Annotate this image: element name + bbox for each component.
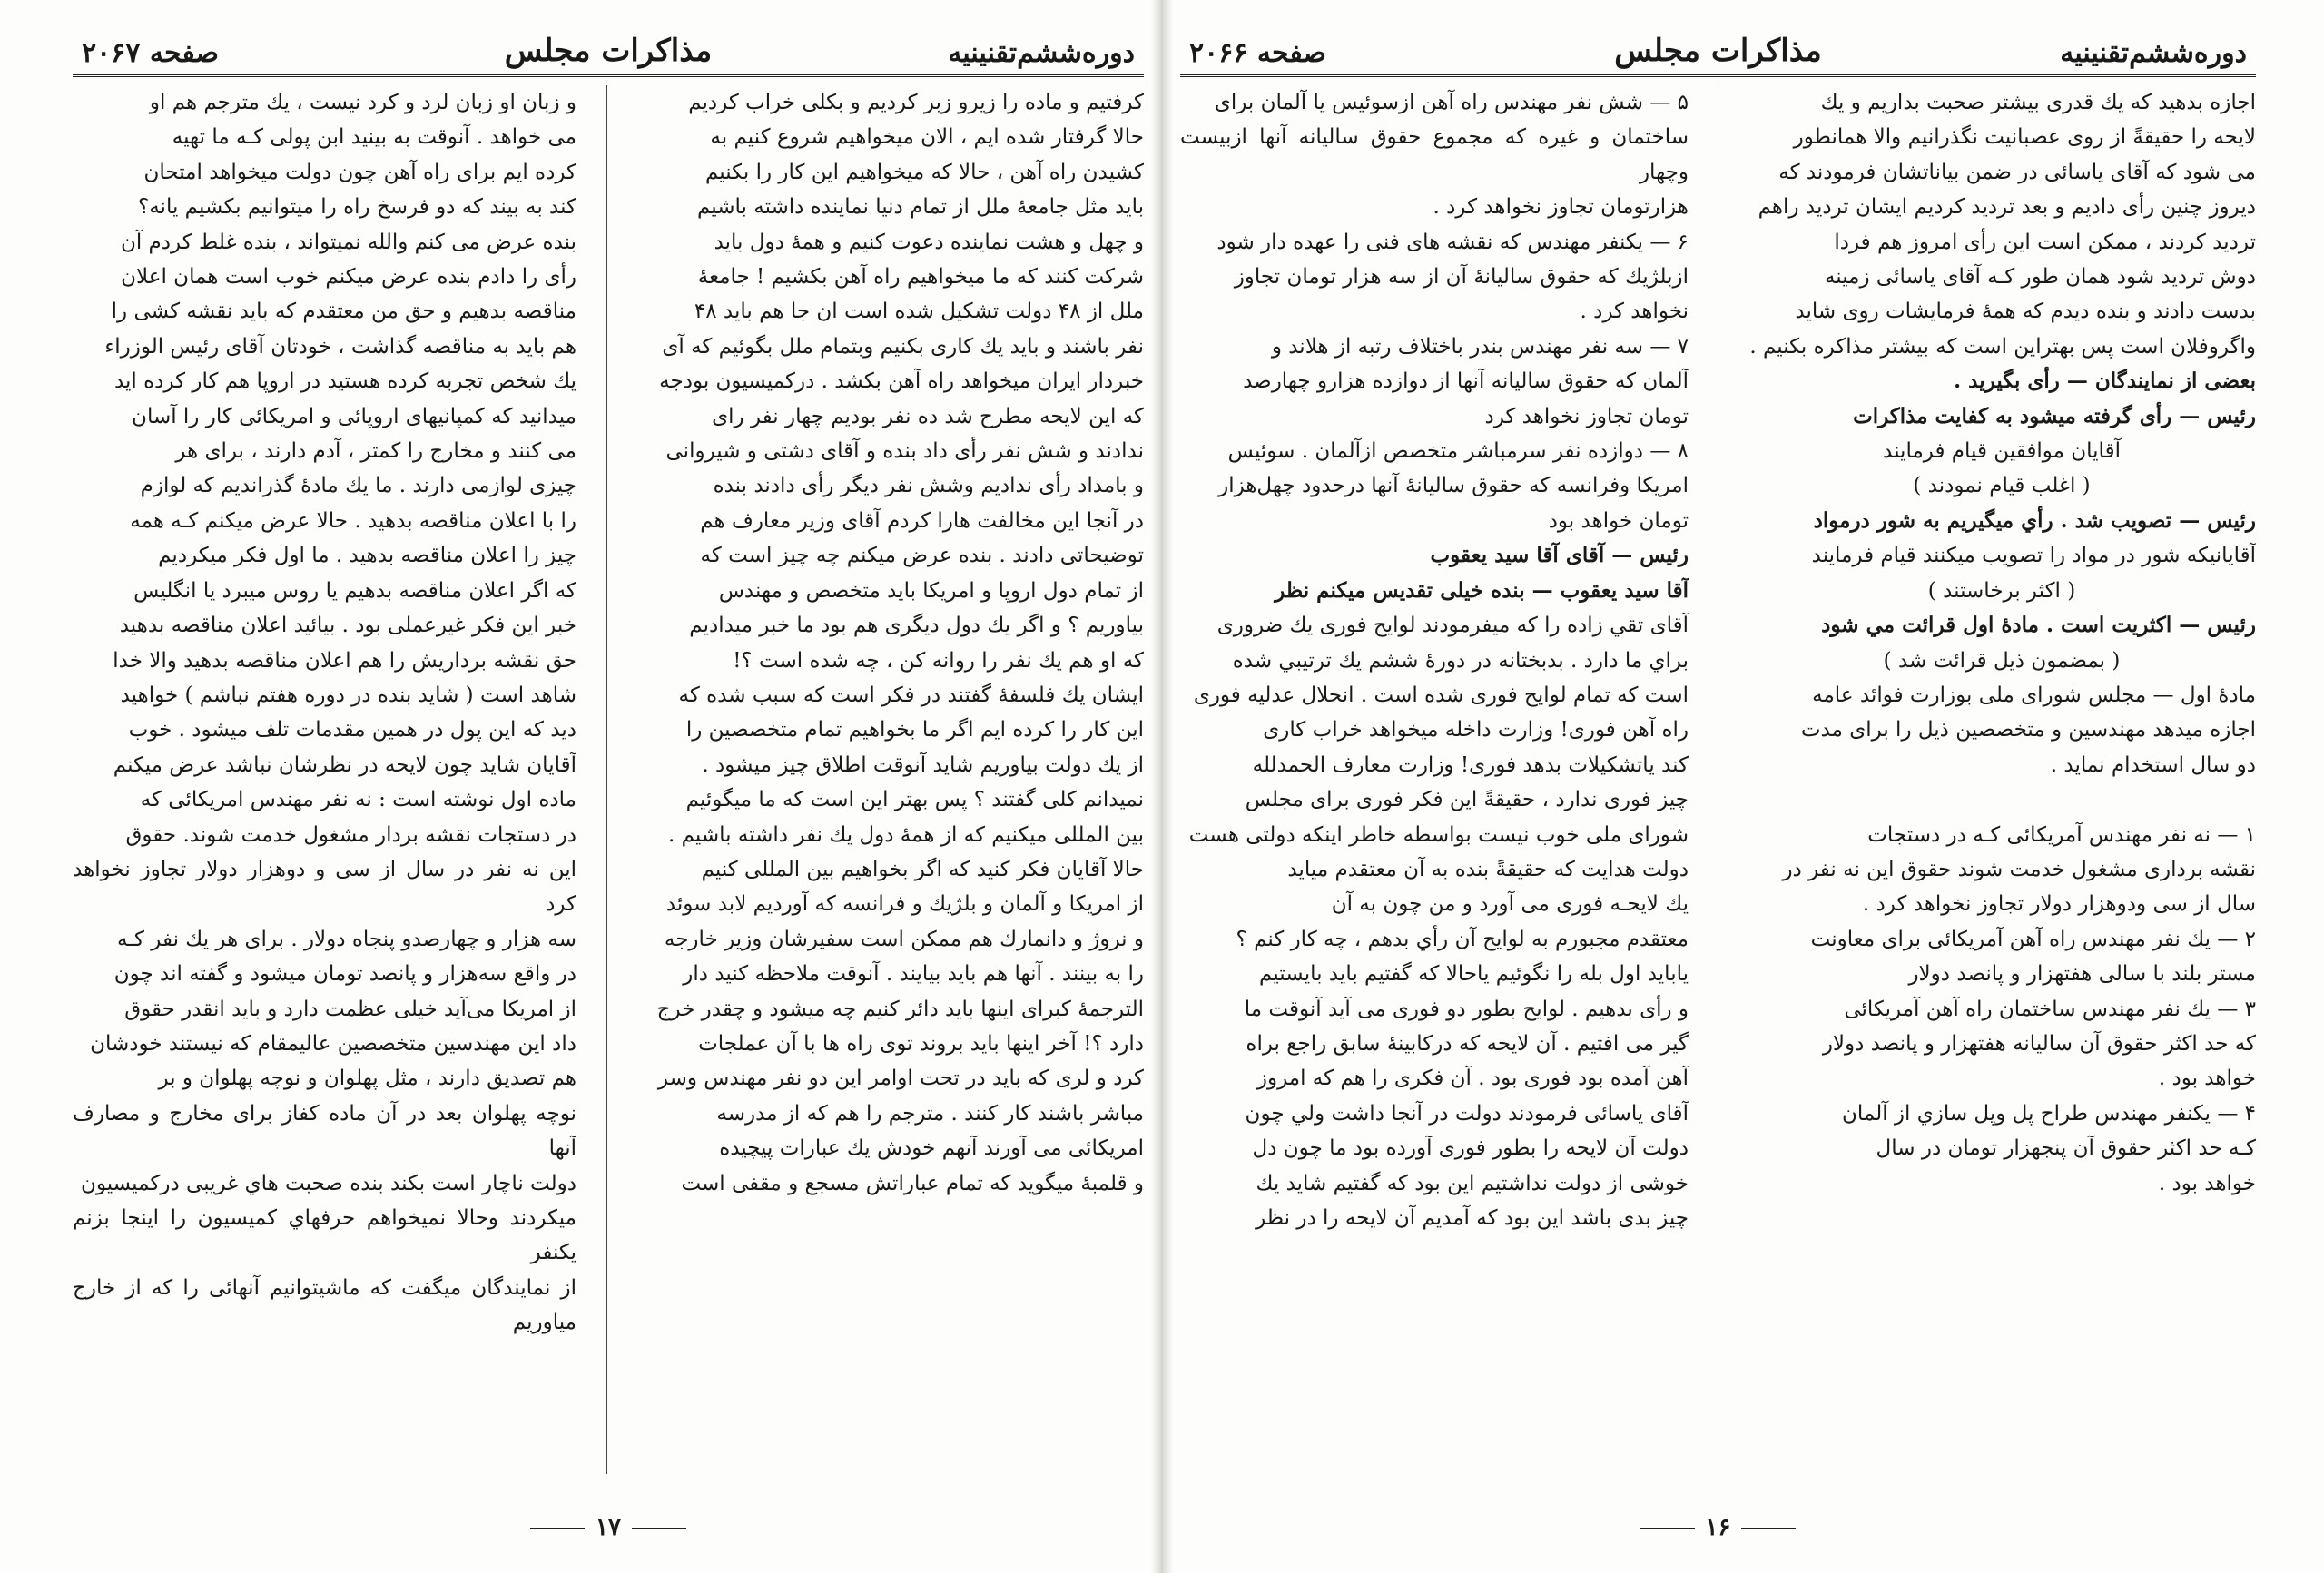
text-line: کند به بیند که دو فرسخ راه را میتوانیم بکشیم یانه؟ [138,195,576,220]
text-line: هم تصدیق دارند ، مثل پهلوان و نوچه پهلوان و بر [158,1067,576,1091]
left-page-header-page-number: صفحه ۲۰۶۷ [82,37,219,69]
text-line: یك لایحـه فوری می آورد و من چون به آن [1331,892,1689,917]
left-page-column-left [73,85,576,1474]
text-line: کرد و لری که باید در تحت اوامر این دو نفر مهندس وسر [657,1067,1144,1091]
text-line: ( اغلب قیام نمودند ) [1913,474,2091,498]
text-line: ماده اول نوشته است : نه نفر مهندس امریکائی که [140,788,576,812]
left-page-header [73,25,1144,77]
text-line: هزارتومان تجاوز نخواهد کرد . [1433,195,1689,220]
right-page-footer-number: ۱۶ [1180,1514,2256,1550]
text-line: خوشی از دولت نداشتیم این بود که گفتیم شاید یك [1256,1171,1689,1195]
text-line: داد این مهندسین متخصصین عالیمقام که نیستند خودشان [90,1031,576,1056]
text-line: بنده عرض می کنم والله نمیتواند ، بنده غلط کردم آن [120,230,576,254]
text-line: ساختمان و غیره که مجموع حقوق سالیانه آنها ازبیست وچهار [1180,125,1689,184]
text-line: و قلمبهٔ میگوید که تمام عباراتش مسجع و مقفی است [681,1171,1144,1195]
text-line: رئیس — اکثریت است . مادهٔ اول قرائت مي شود [1821,613,2256,638]
text-line: دوش تردید شود همان طور کـه آقای یاسائی زمینه [1824,265,2256,290]
text-line: براي ما دارد . بدبختانه در دورهٔ ششم یك ترتیبي شده [1232,648,1689,673]
text-line: این نه نفر در سال از سی و دوهزار دولار تجاوز نخواهد کرد [73,857,576,917]
text-line: ۲ — یك نفر مهندس راه آهن آمریکائی برای معاونت [1810,927,2256,951]
text-line: تردید کردند ، ممکن است این رأی امروز هم فردا [1834,230,2256,254]
text-line: از یك دولت بیاوریم شاید آنوقت اطلاق چیز میشود . [702,752,1144,777]
text-line: ( اکثر برخاستند ) [1927,578,2076,603]
text-line: لایحه را حقیقةً از روی عصبانیت نگذرانیم والا همانطور [1793,125,2256,150]
text-line: ندادند و شش نفر رأی داد بنده و آقای دشتی و شیروانی [665,439,1144,464]
text-line: تومان خواهد بود [1548,508,1689,533]
text-line: الترجمهٔ کبرای اینها باید دائر کنیم چه میشود و چقدر خرج [656,997,1144,1021]
text-line: یك شخص تجربه کرده هستید در اروپا هم کار کرده اید [113,369,576,394]
text-line: شاهد است ( شاید بنده در دوره هفتم نباشم ) خواهید [120,683,576,707]
text-line: ملل از ۴۸ دولت تشکیل شده است ان جا هم باید ۴۸ [694,300,1144,324]
text-line: و چهل و هشت نماینده دعوت کنیم و همهٔ دول باید [714,230,1144,254]
text-line: آقایان شاید چون لایحه در نظرشان نباشد عرض میکنم [113,752,576,777]
text-line: نوچه پهلوان بعد در آن ماده کفاز برای مخارج و مصارف آنها [73,1101,576,1161]
text-line: آقا سید یعقوب — بنده خیلی تقدیس میکنم نظر [1275,577,1689,603]
text-line: که این لایحه مطرح شد ده نفر بودیم چهار نفر رای [712,404,1144,428]
text-line: و نروژ و دانمارك هم ممکن است سفیرشان وزیر خارجه [664,927,1144,951]
text-line: یاباید اول بله را نگوئیم یاحالا که گفتیم باید بایستیم [1259,962,1689,987]
text-line: خبردار ایران میخواهد راه آهن بکشد . درکمیسیون بودجه [659,369,1144,394]
text-line: ۵ — شش نفر مهندس راه آهن ازسوئیس یا آلمان برای [1214,91,1689,114]
text-line: در آنجا این مخالفت هارا کردم آقای وزیر معارف هم [700,508,1144,533]
text-line: ۱ — نه نفر مهندس آمریکائی کـه در دستجات [1867,822,2256,847]
text-line: که حد اکثر حقوق آن سالیانه هفتهزار و پانصد دولار [1822,1031,2256,1056]
text-line: از امریکا می‌آید خیلی عظمت دارد و باید انقدر حقوق [124,997,576,1021]
left-page [73,25,1144,1550]
text-line: نخواهد کرد . [1580,300,1689,324]
text-line: رئیس — تصویب شد . رأي میگیریم به شور درمواد [1813,507,2256,533]
right-page-header-page-number: صفحه ۲۰۶۶ [1189,37,1326,69]
text-line: چیزی لوازمی دارند . ما یك مادهٔ گذراندیم که لوازم [140,474,576,498]
text-line: که اگر اعلان مناقصه بدهیم یا روس میبرد یا انگلیس [133,578,576,603]
text-line: و زبان او زبان لرد و کرد نیست ، یك مترجم هم او [149,91,576,114]
text-line: دو سال استخدام نماید . [2050,752,2256,777]
text-line: امریکا وفرانسه که حقوق سالیانهٔ آنها درحدود چهل‌هزار [1218,474,1689,498]
right-page-header [1180,25,2256,77]
text-line: ۷ — سه نفر مهندس بندر باختلاف رتبه از هلاند و [1271,334,1689,359]
right-page [1180,25,2256,1550]
text-line: دید که این پول در همین مقدمات تلف میشود . خوب [128,718,576,742]
text-line: سال از سی ودوهزار دولار تجاوز نخواهد کرد . [1862,892,2256,917]
text-line: واگروفلان است پس بهتراین است که بیشتر مذاکره بکنیم . [1749,334,2256,359]
text-line: در واقع سه‌هزار و پانصد تومان میشود و گفته اند چون [113,962,576,987]
text-line: مادهٔ اول — مجلس شورای ملی بوزارت فوائد عامه [1812,683,2256,707]
right-page-header-title: مذاکرات مجلس [1614,33,1822,69]
text-line: و بامداد رأی ندادیم وشش نفر دیگر رأی دادند بنده [713,474,1144,498]
text-line: تومان تجاوز نخواهد کرد [1484,404,1689,428]
text-line: اجازه بدهید که یك قدری بیشتر صحبت بداریم و یك [1820,91,2256,114]
text-line: آقایان موافقین قیام فرمایند [1883,439,2121,464]
text-line: ۳ — یك نفر مهندس ساختمان راه آهن آمریکائی [1844,997,2256,1021]
text-line: آقایانیکه شور در مواد را تصویب میکنند قیام فرمایند [1811,544,2256,568]
book-spine [1151,0,1173,1573]
text-line: ( بمضمون ذیل قرائت شد ) [1883,648,2121,673]
text-line: بیاوریم ؟ و اگر یك دول دیگری هم بود ما خبر میدادیم [689,614,1144,638]
left-page-header-title: مذاکرات مجلس [504,33,713,69]
text-line: است که تمام لوایح فوری شده است . انحلال عدلیه فوری [1193,683,1689,707]
text-line: میکردند وحالا نمیخواهم حرفهاي کمیسیون را اینجا بزنم یکنفر [73,1206,576,1265]
text-line: باید مثل جامعهٔ ملل از تمام دنیا نماینده داشته باشیم [697,195,1144,220]
text-line: را به بینند . آنها هم باید بیایند . آنوقت ملاحظه کنید دار [683,962,1144,987]
text-line: چیز را اعلان مناقصه بدهید . ما اول فکر میکردیم [158,544,576,568]
text-line: شرکت کنند که ما میخواهیم راه آهن بکشیم ! جامعهٔ [697,265,1144,290]
text-line: دولت ناچار است بکند بنده صحبت هاي غریبی درکمیسیون [80,1171,576,1195]
text-line: که او هم یك نفر را روانه کن ، چه شده است ؟! [733,648,1144,673]
text-line: می شود که آقای یاسائی در ضمن بیاناتشان فرمودند که [1778,160,2256,184]
text-line: مباشر باشند کار کنند . مترجم را هم که از مدرسه [716,1101,1144,1126]
text-line: دیروز چنین رأی دادیم و بعد تردید کردیم ایشان تردید راهم [1758,195,2256,220]
text-line: رأی را دادم بنده عرض میکنم خوب است همان اعلان [121,265,576,290]
text-line: می کنند و مخارج را کمتر ، آدم دارند ، برای هر [175,439,576,464]
left-page-column-right [640,85,1144,1474]
text-line: دولت هدایت که حقیقةً بنده به آن معتقدم میاید [1287,857,1689,881]
text-line: ۶ — یکنفر مهندس که نقشه های فنی را عهده دار شود [1216,230,1689,254]
text-line: بدست دادند و بنده دیدم که همهٔ فرمایشات روی شاید [1795,300,2256,324]
text-line: میدانید که کمپانیهای اروپائی و امریکائی کار را آسان [132,404,576,428]
right-page-header-session: دوره‌ششم‌تقنینیه [2060,37,2247,69]
text-line: و رأی بدهیم . لوایح بطور دو فوری می آید آنوقت ما [1244,997,1689,1021]
text-line: اجازه میدهد مهندسین و متخصصین ذیل را برای مدت [1800,718,2256,742]
text-line: چیز فوری ندارد ، حقیقةً این فکر فوری برای مجلس [1245,788,1689,812]
text-line: ۴ — یکنفر مهندس طراح پل وپل سازي از آلمان [1842,1101,2256,1126]
text-line: دولت آن لایحه را بطور فوری آورده بود ما چون دل [1252,1136,1689,1161]
text-line: خواهد بود . [2158,1171,2256,1195]
text-line: هم باید به مناقصه گذاشت ، خودتان آقای رئیس الوزراء [104,334,576,359]
right-page-column-right [1748,85,2256,1474]
text-line: رئیس — آقای آقا سید یعقوب [1430,543,1689,568]
text-line: از تمام دول اروپا و امریکا باید متخصص و مهندس [718,578,1144,603]
right-page-column-left [1180,85,1689,1474]
text-line: بین المللی میکنیم که از همهٔ دول یك نفر داشته باشیم . [667,822,1144,847]
text-line: ازبلژیك که حقوق سالیانهٔ آن از سه هزار تومان تجاوز [1234,265,1689,290]
text-line: نمیدانم کلی گفتند ؟ پس بهتر این است که ما میگوئیم [685,788,1144,812]
text-line: شورای ملی خوب نیست بواسطه خاطر اینکه دولتی هست [1188,822,1689,847]
left-page-column-divider [606,85,607,1474]
text-line: حالا آقایان فکر کنید که اگر بخواهیم بین المللی کنیم [701,857,1144,881]
text-line: سه هزار و چهارصدو پنجاه دولار . برای هر یك نفر کـه [116,927,576,951]
text-line: آلمان که حقوق سالیانه آنها از دوازده هزارو چهارصد [1243,369,1689,394]
text-line: مستر بلند با سالی هفتهزار و پانصد دولار [1908,962,2256,987]
text-line: آقای تقي زاده را که میفرمودند لوایح فوری یك ضروری [1216,614,1689,638]
text-line: از نمایندگان میگفت که ماشیتوانیم آنهائی را که از خارج میاوریم [73,1275,576,1335]
text-line: کرفتیم و ماده را زیرو زبر کردیم و بکلی خراب کردیم [688,91,1144,114]
text-line: آقای یاسائی فرمودند دولت در آنجا داشت ولي چون [1245,1101,1689,1126]
text-line: معتقدم مجبورم به لوایح آن رأي بدهم ، چه کار کنم ؟ [1236,927,1689,951]
left-page-columns [73,85,1144,1474]
text-line: ایشان یك فلسفهٔ گفتند در فکر است که سبب شده که [678,683,1144,707]
text-line: خواهد بود . [2158,1067,2256,1091]
text-line: دارد ؟! آخر اینها باید بروند توی راه ها با آن عملجات [698,1031,1144,1056]
left-page-header-session: دوره‌ششم‌تقنینیه [948,37,1135,69]
text-line: توضیحاتی دادند . بنده عرض میکنم چه چیز است که [700,544,1144,568]
text-line: خبر این فکر غیرعملی بود . بیائید اعلان مناقصه بدهید [119,614,576,638]
text-line: کند یاتشکیلات بدهد فوری! وزارت معارف الحمدلله [1252,752,1689,777]
text-line: ۸ — دوازده نفر سرمباشر متخصص ازآلمان . سوئیس [1227,439,1689,464]
text-line: می خواهد . آنوقت به بینید ابن پولی کـه ما تهیه [172,125,576,150]
text-line: بعضی از نمایندگان — رأی بگیرید . [1954,369,2256,394]
text-line: امریکائی می آورند آنهم خودش یك عبارات پیچیده [719,1136,1144,1161]
text-line: این کار را کرده ایم اگر ما بخواهیم تمام متخصصین را [685,718,1144,742]
text-line: کشیدن راه آهن ، حالا که میخواهیم این کار را بکنیم [704,160,1144,184]
text-line: رئیس — رأی گرفته میشود به کفایت مذاکرات [1853,403,2256,428]
text-line: از امریکا و آلمان و بلژیك و فرانسه که آوردیم لابد سوئد [665,892,1144,917]
text-line: گیر می افتیم . آن لایحه که درکابینهٔ سابق راجع براه [1246,1031,1689,1056]
text-line: چیز بدی باشد این بود که آمدیم آن لایحه را در نظر [1256,1206,1689,1230]
right-page-columns [1180,85,2256,1474]
text-line: در دستجات نقشه بردار مشغول خدمت شوند. حقوق [125,822,576,847]
text-line: کرده ایم برای راه آهن چون دولت میخواهد امتحان [143,160,576,184]
text-line: را با اعلان مناقصه بدهید . حالا عرض میکنم کـه همه [130,508,576,533]
left-page-footer-number: ۱۷ [73,1514,1144,1550]
text-line: کـه حد اکثر حقوق آن پنجهزار تومان در سال [1876,1136,2256,1161]
text-line [1748,782,2256,817]
text-line: نقشه برداری مشغول خدمت شوند حقوق این نه نفر در [1782,857,2256,881]
text-line: راه آهن فوری! وزارت داخله میخواهد خراب کاری [1263,718,1689,742]
text-line: آهن آمده بود فوری بود . آن فکری را هم که امروز [1256,1067,1689,1091]
text-line: نفر باشند و باید یك کاری بکنیم وبتمام ملل بگوئیم که آی [662,334,1144,359]
text-line: حالا گرفتار شده ایم ، الان میخواهیم شروع کنیم به [710,125,1144,150]
text-line: حق نقشه برداریش را هم اعلان مناقصه بدهید والا خدا [113,648,576,673]
text-line: مناقصه بدهیم و حق من معتقدم که باید نقشه کشی را [111,300,576,324]
